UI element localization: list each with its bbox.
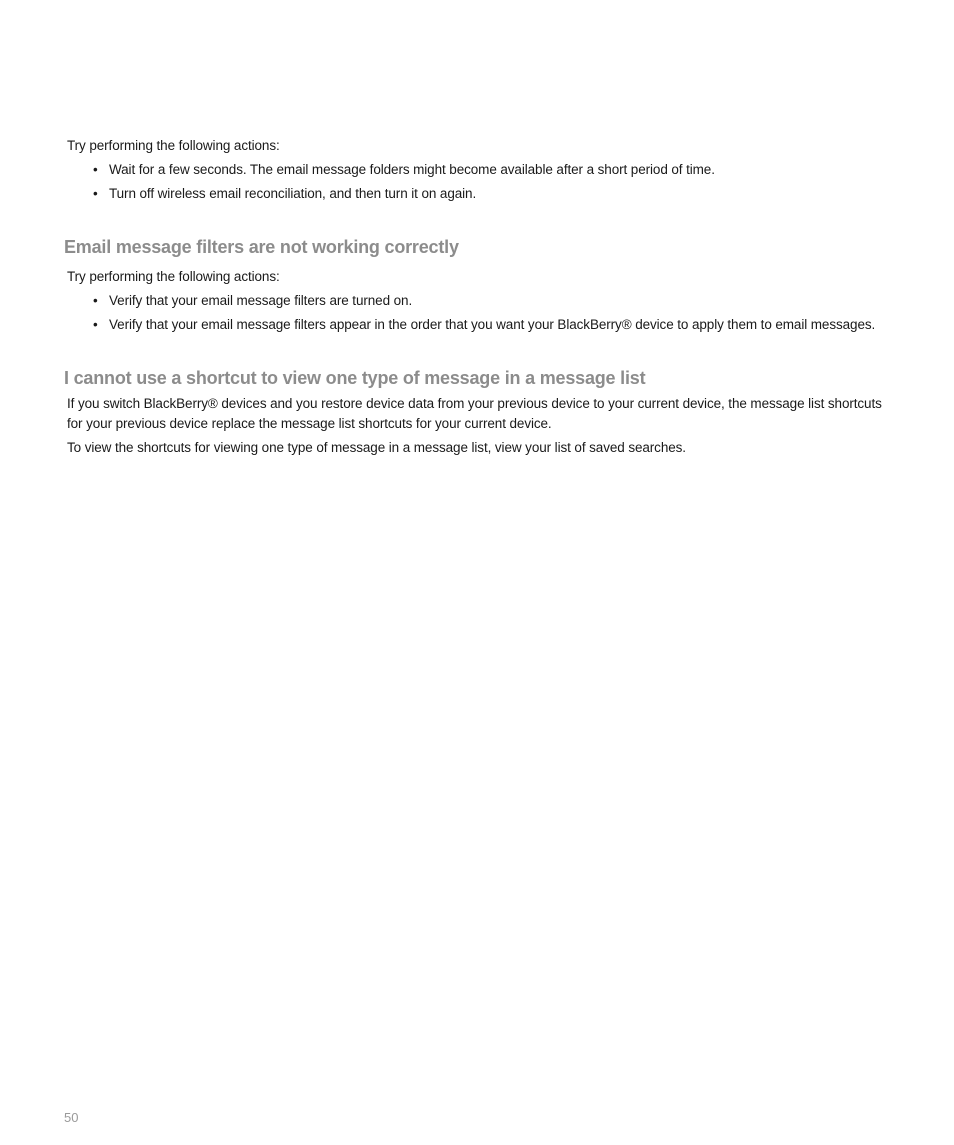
section1-intro: Try performing the following actions: bbox=[67, 138, 280, 153]
list-item-text: Verify that your email message filters appear in the order that you want your BlackBerry® device to apply them to email messages. bbox=[109, 317, 876, 332]
list-item bbox=[67, 160, 715, 184]
page-number: 50 bbox=[64, 1110, 79, 1125]
list-item-text: Turn off wireless email reconciliation, and then turn it on again. bbox=[109, 186, 477, 201]
section1-bullet-list bbox=[67, 160, 715, 208]
bullet-marker: • bbox=[93, 317, 98, 332]
section3-paragraph-2: To view the shortcuts for viewing one type of message in a message list, view your list of saved searches. bbox=[67, 440, 686, 455]
section2-intro: Try performing the following actions: bbox=[67, 269, 280, 284]
section3-heading: I cannot use a shortcut to view one type of message in a message list bbox=[64, 368, 646, 388]
list-item bbox=[67, 315, 875, 339]
bullet-marker: • bbox=[93, 293, 98, 308]
section2-bullet-list bbox=[67, 291, 875, 339]
list-item-text: Wait for a few seconds. The email message folders might become available after a short period of time. bbox=[109, 162, 715, 177]
list-item-text: Verify that your email message filters are turned on. bbox=[109, 293, 413, 308]
list-item bbox=[67, 184, 715, 208]
section3-paragraph-1: If you switch BlackBerry® devices and you restore device data from your previous device to your current device, the message list shortcuts for your previous device replace the message list shortcuts for your current device. bbox=[67, 396, 882, 431]
list-item bbox=[67, 291, 875, 315]
section2-heading: Email message filters are not working correctly bbox=[64, 237, 459, 257]
bullet-marker: • bbox=[93, 162, 98, 177]
bullet-marker: • bbox=[93, 186, 98, 201]
